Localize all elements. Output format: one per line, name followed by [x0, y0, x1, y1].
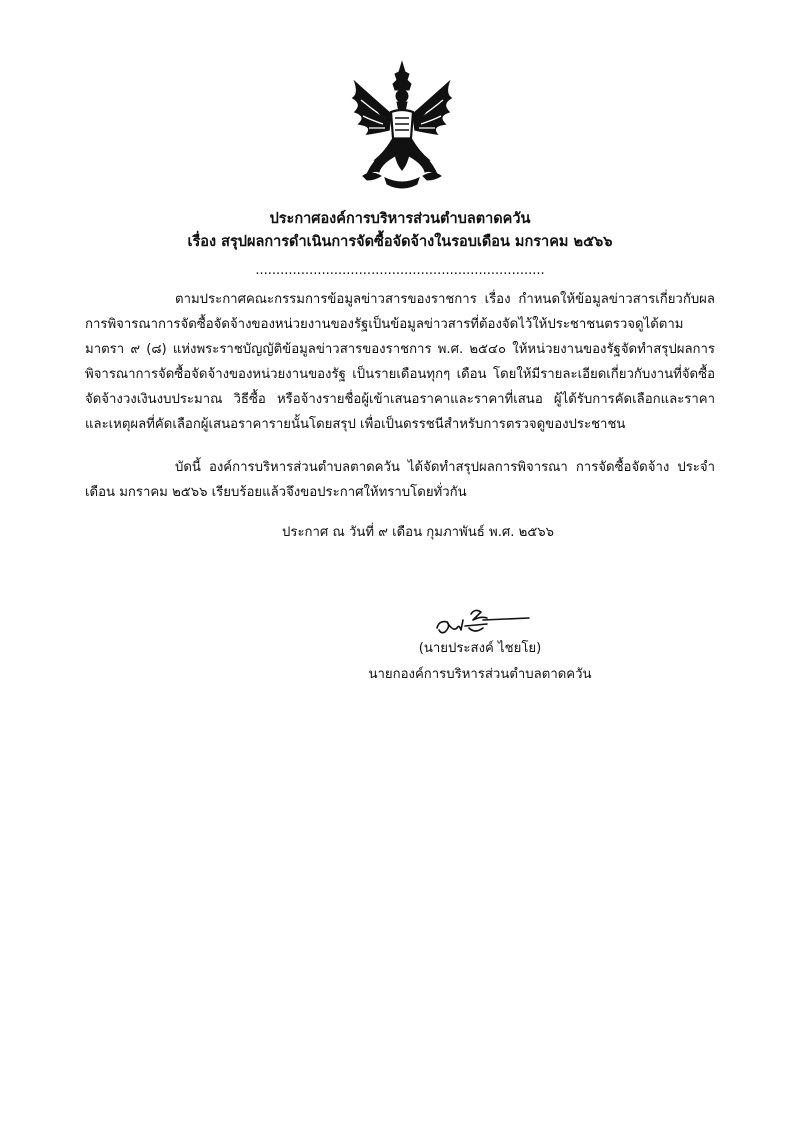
signer-position: นายกองค์การบริหารส่วนตำบลตาดควัน	[368, 667, 592, 682]
document-subject: เรื่อง สรุปผลการดำเนินการจัดซื้อจัดจ้างในรอบเดือน มกราคม ๒๕๖๖	[187, 234, 613, 250]
body-paragraph-2: บัดนี้ องค์การบริหารส่วนตำบลตาดควัน ได้จัดทำสรุปผลการพิจารณา การจัดซื้อจัดจ้าง ประจำเดือน มกราคม ๒๕๖๖ เรียบร้อยแล้วจึงขอประกาศให้ทราบโดยทั่วกัน	[85, 460, 715, 500]
title-separator: ......................................................................	[255, 263, 545, 278]
signer-name: (นายประสงค์ ไชยโย)	[418, 641, 542, 656]
document-title: ประกาศองค์การบริหารส่วนตำบลตาดควัน	[269, 211, 531, 227]
garuda-emblem-icon	[345, 60, 460, 195]
announcement-date: ประกาศ ณ วันที่ ๙ เดือน กุมภาพันธ์ พ.ศ. ๒๕๖๖	[282, 525, 555, 540]
body-paragraph-1: ตามประกาศคณะกรรมการข้อมูลข่าวสารของราชการ เรื่อง กำหนดให้ข้อมูลข่าวสารเกี่ยวกับผลการพิจารณาการจัดซื้อจัดจ้างของหน่วยงานของรัฐเป็นข้อมูลข่าวสารที่ต้องจัดไว้ให้ประชาชนตรวจดูได้ตามมาตรา ๙ (๘) แห่งพระราชบัญญัติข้อมูลข่าวสารของราชการ พ.ศ. ๒๕๔๐ ให้หน่วยงานของรัฐจัดทำสรุปผลการพิจารณาการจัดซื้อจัดจ้างของหน่วยงานของรัฐ เป็นรายเดือนทุกๆ เดือน โดยให้มีรายละเอียดเกี่ยวกับงานที่จัดซื้อจัดจ้างวงเงินงบประมาณ วิธีซื้อ หรือจ้างรายชื่อผู้เข้าเสนอราคาและราคาที่เสนอ ผู้ได้รับการคัดเลือกและราคา และเหตุผลที่คัดเลือกผู้เสนอราคารายนั้นโดยสรุป เพื่อเป็นดรรชนีสำหรับการตรวจดูของประชาชน	[85, 292, 715, 432]
